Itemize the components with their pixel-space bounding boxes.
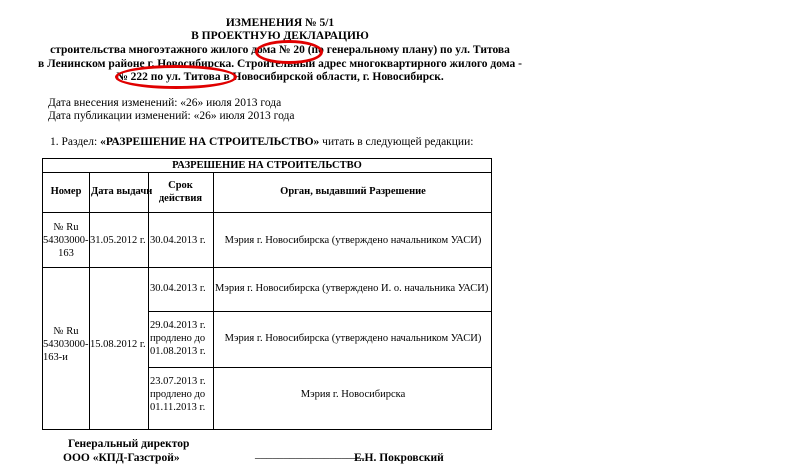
row1-authority: Мэрия г. Новосибирска (утверждено начальником УАСИ) [224, 235, 482, 246]
column-header-term-l1: Срок [168, 180, 193, 191]
entry-date: Дата внесения изменений: «26» июля 2013 года [48, 97, 282, 109]
doc-description-line2: в Ленинском районе г. Новосибирска. Строительный адрес многоквартирного жилого дома - [38, 58, 522, 70]
column-header-term-l2: действия [158, 193, 203, 204]
row2-number-l2: 54303000- [43, 339, 89, 350]
row2b-authority: Мэрия г. Новосибирска (утверждено начальником УАСИ) [224, 333, 482, 344]
section-prefix: 1. Раздел: [50, 136, 101, 148]
row2a-authority: Мэрия г. Новосибирска (утверждено И. о. начальника УАСИ) [215, 283, 489, 294]
permit-table [42, 158, 492, 430]
highlight-ellipse-street-number [115, 65, 237, 89]
row2-number-l3: 163-и [43, 352, 68, 363]
highlight-ellipse-house-number [255, 40, 323, 64]
column-header-date: Дата выдачи [91, 186, 153, 197]
row2c-term-l2: продлено до [150, 389, 206, 400]
doc-subtitle: В ПРОЕКТНУЮ ДЕКЛАРАЦИЮ [191, 30, 369, 42]
row2b-term-l1: 29.04.2013 г. [150, 320, 206, 331]
section-suffix: читать в следующей редакции: [319, 136, 474, 148]
row2b-term-l3: 01.08.2013 г. [150, 346, 206, 357]
signature-name: Е.Н. Покровский [354, 452, 444, 464]
row2a-term: 30.04.2013 г. [150, 283, 206, 294]
row2-date: 15.08.2012 г. [90, 339, 146, 350]
column-header-number: Номер [50, 186, 82, 197]
column-header-authority: Орган, выдавший Разрешение [280, 186, 426, 197]
doc-description-line1: строительства многоэтажного жилого дома № 20 (по генеральному плану) по ул. Титова [50, 44, 510, 56]
row1-number-l3: 163 [58, 248, 74, 259]
publish-date: Дата публикации изменений: «26» июля 2013 года [48, 110, 295, 122]
row1-number-l1: № Ru [53, 222, 79, 233]
row2c-term-l3: 01.11.2013 г. [150, 402, 206, 413]
table-title: РАЗРЕШЕНИЕ НА СТРОИТЕЛЬСТВО [172, 160, 362, 171]
section-name: «РАЗРЕШЕНИЕ НА СТРОИТЕЛЬСТВО» [100, 136, 320, 148]
doc-description-line3: № 222 по ул. Титова в Новосибирской области, г. Новосибирск. [116, 71, 444, 83]
section-heading [50, 136, 473, 148]
row2b-term-l2: продлено до [150, 333, 206, 344]
row1-term: 30.04.2013 г. [150, 235, 206, 246]
doc-title: ИЗМЕНЕНИЯ № 5/1 [225, 17, 335, 29]
signature-company: ООО «КПД-Газстрой» [63, 452, 180, 464]
signature-line: ___________________ [255, 448, 365, 460]
row1-date: 31.05.2012 г. [90, 235, 146, 246]
row1-number-l2: 54303000- [43, 235, 89, 246]
row2-number-l1: № Ru [53, 326, 79, 337]
row2c-term-l1: 23.07.2013 г. [150, 376, 206, 387]
signature-title: Генеральный директор [68, 438, 190, 450]
row2c-authority: Мэрия г. Новосибирска [300, 389, 406, 400]
